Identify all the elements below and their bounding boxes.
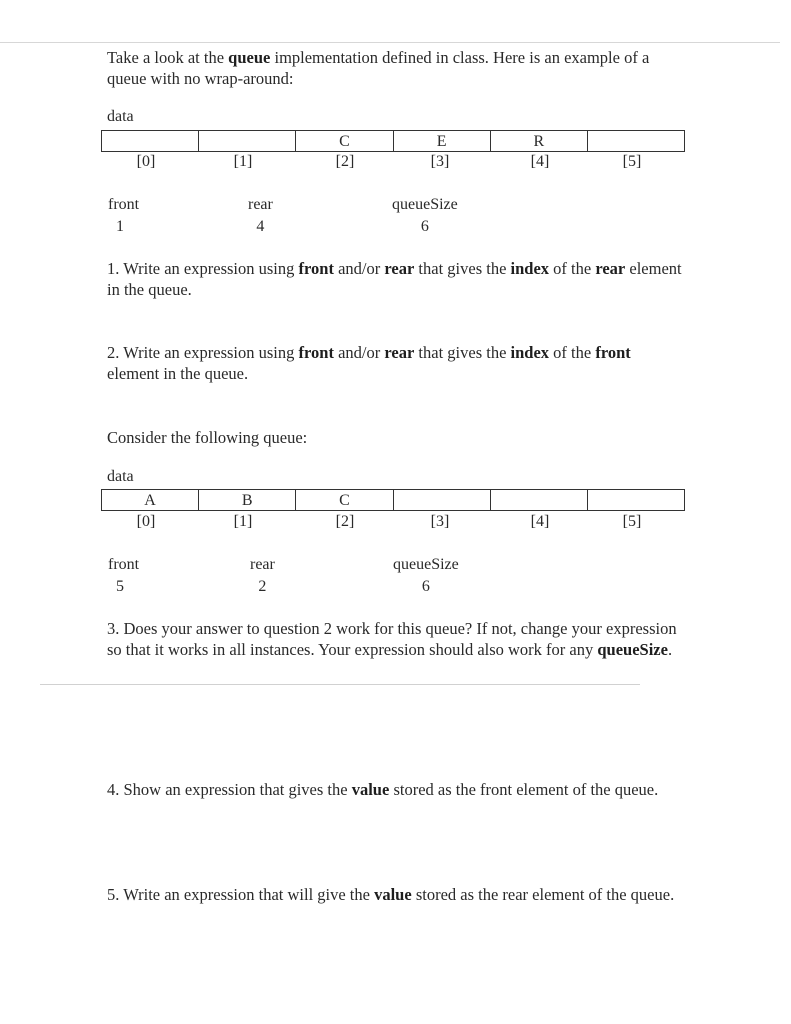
front-variable	[108, 554, 139, 598]
queue-array	[101, 130, 685, 152]
front-label: front	[108, 556, 140, 573]
array-index: [3]	[430, 513, 450, 530]
array-cell: E	[394, 131, 491, 151]
rear-variable	[250, 554, 275, 598]
rear-value: 2	[258, 578, 267, 595]
question-3: 3. Does your answer to question 2 work for this queue? If not, change your expression so that it works in all instances. Your expression should also work for any queueSize.	[107, 619, 677, 659]
question-1: 1. Write an expression using front and/or rear that gives the index of the rear element in the queue.	[107, 259, 682, 299]
queuesize-value: 6	[420, 218, 429, 235]
array-index: [0]	[136, 153, 156, 170]
array-index: [4]	[530, 153, 550, 170]
data-label: data	[107, 108, 134, 125]
array-cell	[394, 490, 491, 510]
array-index: [2]	[335, 153, 355, 170]
queue-array	[101, 489, 685, 511]
array-index: [1]	[233, 153, 253, 170]
array-cell	[491, 490, 588, 510]
queuesize-value: 6	[421, 578, 430, 595]
queuesize-label: queueSize	[393, 556, 459, 573]
array-index: [2]	[335, 513, 355, 530]
data-label: data	[107, 468, 134, 485]
array-cell: B	[199, 490, 296, 510]
array-index: [1]	[233, 513, 253, 530]
array-index: [3]	[430, 153, 450, 170]
array-cell	[588, 490, 684, 510]
scan-edge-line	[40, 684, 640, 685]
array-cell	[102, 131, 199, 151]
front-value: 5	[116, 578, 124, 595]
queuesize-label: queueSize	[392, 196, 458, 213]
front-value: 1	[116, 218, 124, 235]
array-cell: C	[296, 131, 393, 151]
array-cell: R	[491, 131, 588, 151]
front-variable	[108, 194, 139, 238]
rear-value: 4	[256, 218, 265, 235]
array-cell	[199, 131, 296, 151]
array-index: [5]	[622, 153, 642, 170]
rear-variable	[248, 194, 273, 238]
rear-label: rear	[248, 196, 273, 213]
front-label: front	[108, 196, 140, 213]
array-cell: C	[296, 490, 393, 510]
consider-text: Consider the following queue:	[107, 428, 308, 447]
question-2: 2. Write an expression using front and/or rear that gives the index of the front element in the queue.	[107, 343, 631, 383]
array-index: [5]	[622, 513, 642, 530]
array-cell: A	[102, 490, 199, 510]
array-index: [0]	[136, 513, 156, 530]
intro-paragraph: Take a look at the queue implementation defined in class. Here is an example of a queue with no wrap-around:	[107, 48, 650, 88]
question-5: 5. Write an expression that will give the value stored as the rear element of the queue.	[107, 885, 675, 904]
array-index: [4]	[530, 513, 550, 530]
queuesize-variable	[393, 554, 459, 598]
array-cell	[588, 131, 684, 151]
question-4: 4. Show an expression that gives the value stored as the front element of the queue.	[107, 780, 659, 799]
queuesize-variable	[392, 194, 458, 238]
rear-label: rear	[250, 556, 275, 573]
scan-edge-line	[0, 42, 780, 43]
